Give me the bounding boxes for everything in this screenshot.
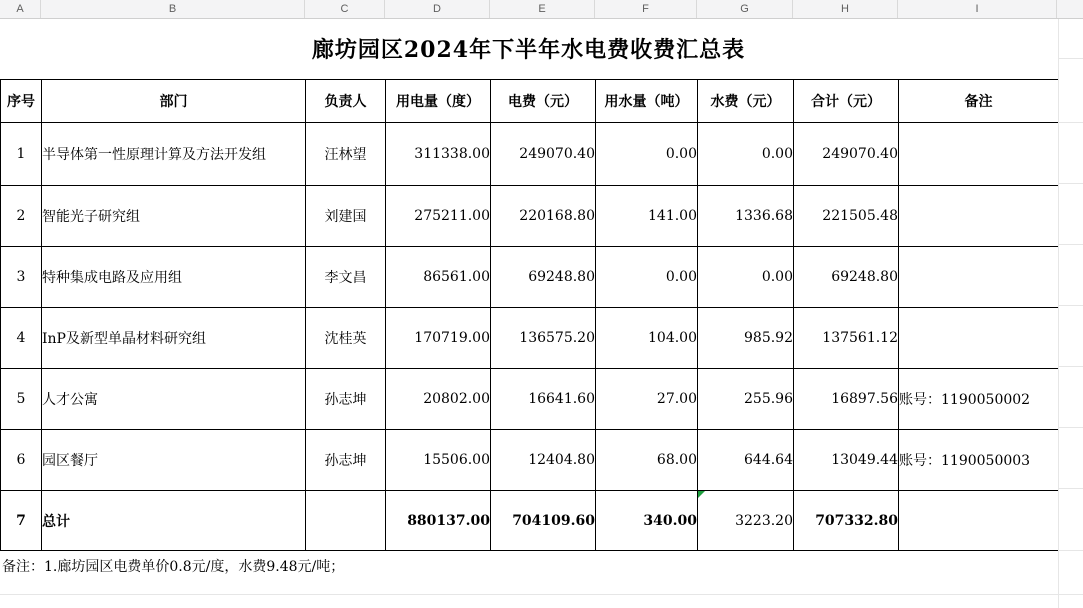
cell-department[interactable]: InP及新型单晶材料研究组 <box>42 308 306 369</box>
cell-water-fee[interactable]: 1336.68 <box>698 186 794 247</box>
cell-manager[interactable]: 沈桂英 <box>306 308 386 369</box>
table-row <box>1 247 1059 308</box>
header-manager[interactable]: 负责人 <box>306 80 386 123</box>
column-header-g[interactable]: G <box>697 0 793 18</box>
column-header-f[interactable]: F <box>595 0 697 18</box>
cell-note[interactable] <box>899 308 1059 369</box>
cell-manager[interactable]: 孙志坤 <box>306 430 386 491</box>
cell-seq[interactable]: 2 <box>1 186 42 247</box>
cell-electricity[interactable]: 170719.00 <box>386 308 491 369</box>
column-header-d[interactable]: D <box>385 0 490 18</box>
cell-note[interactable] <box>899 123 1059 186</box>
fee-summary-table <box>0 79 1059 551</box>
cell-water-fee[interactable]: 985.92 <box>698 308 794 369</box>
cell-electricity-fee[interactable]: 220168.80 <box>491 186 596 247</box>
cell-water[interactable]: 0.00 <box>596 123 698 186</box>
cell-water[interactable]: 104.00 <box>596 308 698 369</box>
cell-electricity[interactable]: 275211.00 <box>386 186 491 247</box>
cell-total[interactable]: 13049.44 <box>794 430 899 491</box>
cell-seq[interactable]: 1 <box>1 123 42 186</box>
cell-seq[interactable]: 4 <box>1 308 42 369</box>
cell-water-fee[interactable]: 0.00 <box>698 247 794 308</box>
cell-water[interactable]: 0.00 <box>596 247 698 308</box>
cell-seq[interactable]: 5 <box>1 369 42 430</box>
cell-water[interactable]: 68.00 <box>596 430 698 491</box>
column-header-overflow[interactable] <box>1057 0 1083 18</box>
gridline <box>1058 244 1083 245</box>
cell-electricity[interactable]: 880137.00 <box>386 491 491 551</box>
gridline <box>1058 305 1083 306</box>
column-header-e[interactable]: E <box>490 0 595 18</box>
cell-electricity-fee[interactable]: 12404.80 <box>491 430 596 491</box>
cell-seq[interactable]: 6 <box>1 430 42 491</box>
header-water-fee[interactable]: 水费（元） <box>698 80 794 123</box>
gridline <box>0 594 1083 595</box>
table-row <box>1 369 1059 430</box>
cell-water-fee[interactable]: 255.96 <box>698 369 794 430</box>
column-header-h[interactable]: H <box>793 0 898 18</box>
gridline <box>1058 427 1083 428</box>
cell-electricity[interactable]: 311338.00 <box>386 123 491 186</box>
table-row <box>1 430 1059 491</box>
column-header-b[interactable]: B <box>41 0 305 18</box>
cell-manager[interactable]: 李文昌 <box>306 247 386 308</box>
cell-department[interactable]: 园区餐厅 <box>42 430 306 491</box>
footnote[interactable]: 备注：1.廊坊园区电费单价0.8元/度，水费9.48元/吨； <box>2 559 345 575</box>
cell-total[interactable]: 249070.40 <box>794 123 899 186</box>
gridline <box>1058 550 1083 551</box>
column-header-c[interactable]: C <box>305 0 385 18</box>
table-row <box>1 186 1059 247</box>
column-header-a[interactable]: A <box>0 0 41 18</box>
cell-manager[interactable]: 汪林望 <box>306 123 386 186</box>
gridline <box>1058 366 1083 367</box>
cell-electricity-fee[interactable]: 136575.20 <box>491 308 596 369</box>
cell-manager[interactable]: 孙志坤 <box>306 369 386 430</box>
formula-warning-icon <box>698 491 705 498</box>
cell-department[interactable]: 特种集成电路及应用组 <box>42 247 306 308</box>
cell-electricity-fee[interactable]: 249070.40 <box>491 123 596 186</box>
cell-water-fee[interactable]: 644.64 <box>698 430 794 491</box>
column-header-i[interactable]: I <box>898 0 1057 18</box>
cell-total[interactable]: 221505.48 <box>794 186 899 247</box>
cell-total[interactable]: 16897.56 <box>794 369 899 430</box>
cell-note[interactable]: 账号：1190050003 <box>899 430 1059 491</box>
header-note[interactable]: 备注 <box>899 80 1059 123</box>
total-row <box>1 491 1059 551</box>
cell-note[interactable] <box>899 247 1059 308</box>
table-header-row <box>1 80 1059 123</box>
cell-department[interactable]: 人才公寓 <box>42 369 306 430</box>
table-title[interactable]: 廊坊园区2024年下半年水电费收费汇总表 <box>311 37 746 63</box>
cell-electricity-fee[interactable]: 16641.60 <box>491 369 596 430</box>
gridline <box>1058 183 1083 184</box>
cell-electricity[interactable]: 86561.00 <box>386 247 491 308</box>
header-seq[interactable]: 序号 <box>1 80 42 123</box>
header-electricity[interactable]: 用电量（度） <box>386 80 491 123</box>
table-row <box>1 123 1059 186</box>
header-electricity-fee[interactable]: 电费（元） <box>491 80 596 123</box>
cell-water-fee[interactable]: 3223.20 <box>698 491 794 551</box>
cell-note[interactable] <box>899 491 1059 551</box>
cell-electricity-fee[interactable]: 704109.60 <box>491 491 596 551</box>
cell-water[interactable]: 27.00 <box>596 369 698 430</box>
cell-water[interactable]: 340.00 <box>596 491 698 551</box>
table-row <box>1 308 1059 369</box>
gridline <box>1058 122 1083 123</box>
header-total[interactable]: 合计（元） <box>794 80 899 123</box>
cell-department[interactable]: 总计 <box>42 491 306 551</box>
cell-total[interactable]: 137561.12 <box>794 308 899 369</box>
cell-seq[interactable]: 3 <box>1 247 42 308</box>
gridline <box>1058 58 1083 59</box>
cell-total[interactable]: 707332.80 <box>794 491 899 551</box>
gridline <box>1058 488 1083 489</box>
cell-department[interactable]: 半导体第一性原理计算及方法开发组 <box>42 123 306 186</box>
cell-total[interactable]: 69248.80 <box>794 247 899 308</box>
cell-electricity[interactable]: 20802.00 <box>386 369 491 430</box>
cell-water[interactable]: 141.00 <box>596 186 698 247</box>
header-department[interactable]: 部门 <box>42 80 306 123</box>
header-water[interactable]: 用水量（吨） <box>596 80 698 123</box>
cell-department[interactable]: 智能光子研究组 <box>42 186 306 247</box>
cell-manager[interactable] <box>306 491 386 551</box>
cell-water-fee[interactable]: 0.00 <box>698 123 794 186</box>
cell-note[interactable] <box>899 186 1059 247</box>
gridline <box>1058 19 1059 608</box>
cell-electricity-fee[interactable]: 69248.80 <box>491 247 596 308</box>
cell-note[interactable]: 账号：1190050002 <box>899 369 1059 430</box>
cell-manager[interactable]: 刘建国 <box>306 186 386 247</box>
column-header-strip <box>0 0 1083 19</box>
cell-seq[interactable]: 7 <box>1 491 42 551</box>
cell-electricity[interactable]: 15506.00 <box>386 430 491 491</box>
